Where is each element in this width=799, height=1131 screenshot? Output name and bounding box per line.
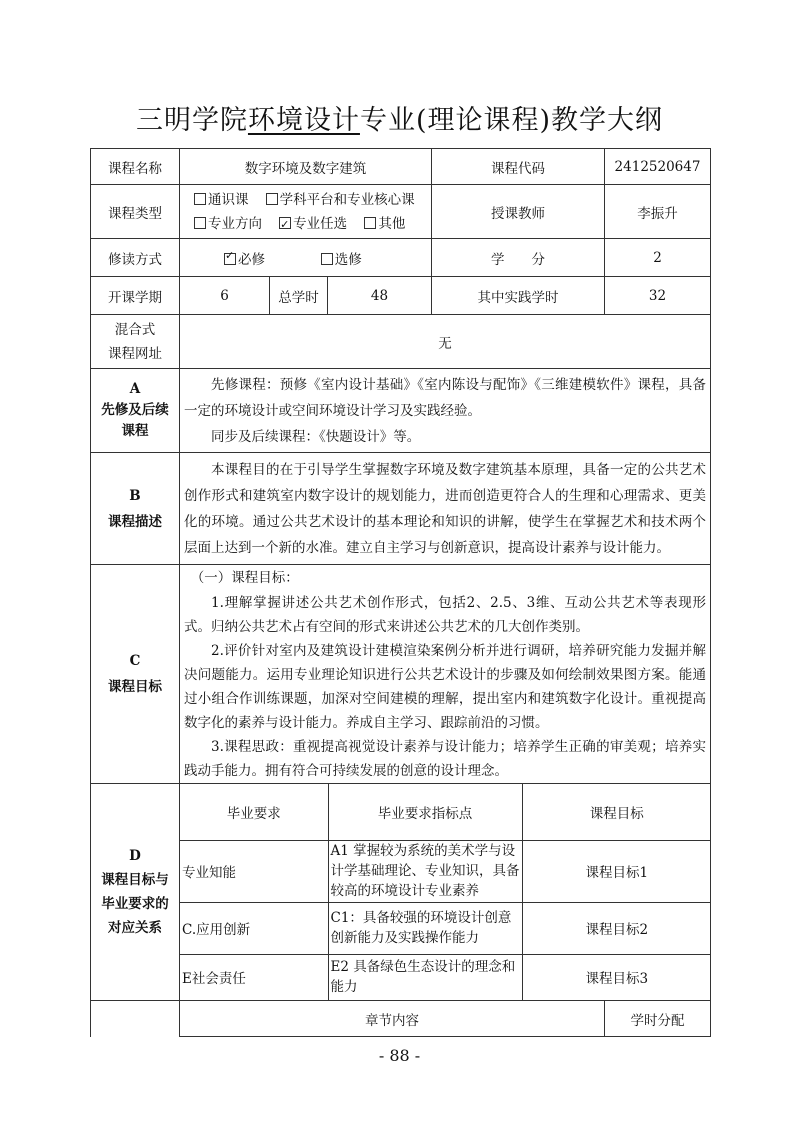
course-code: 2412520647: [605, 149, 711, 185]
option-optional: 选修: [334, 251, 362, 268]
course-name-label: 课程名称: [91, 149, 180, 185]
section-d-title-line3: 对应关系: [108, 920, 162, 936]
section-d-content: [180, 784, 711, 1001]
checkbox-required: [224, 253, 236, 265]
course-type-label: 课程类型: [91, 185, 180, 239]
mapping-header-goal: 课程目标: [522, 784, 711, 840]
checkbox-platform: [266, 193, 278, 205]
section-a-label: [91, 369, 180, 453]
course-type-options: [180, 185, 432, 239]
page-title: [0, 98, 799, 137]
objective-2-text: 2.评价针对室内及建筑设计建模渲染案例分析并进行调研，培养研究能力发掘并解决问题能力。运用专业理论知识进行公共艺术设计的步骤及如何绘制效果图方案。能通过小组合作训练课题，加深对空间建模的理解，提出室内和建筑数字化设计。重视提高数字化的素养与设计能力。养成自主学习、跟踪前沿的习惯。: [184, 643, 706, 731]
mapping-goal: 课程目标1: [522, 840, 711, 902]
practice-hours-label: 其中实践学时: [432, 277, 605, 315]
mapping-requirement: C.应用创新: [180, 902, 328, 954]
checkbox-optional: [321, 253, 333, 265]
option-platform: 学科平台和专业核心课: [279, 191, 415, 208]
teacher-label: 授课教师: [432, 185, 605, 239]
section-b-letter: B: [129, 487, 141, 504]
total-hours-value: 48: [328, 277, 432, 315]
course-url-label-line1: 混合式: [114, 321, 156, 338]
objective-3-text: 3.课程思政：重视提高视觉设计素养与设计能力；培养学生正确的审美观；培养实践动手能力。拥有符合可持续发展的创意的设计理念。: [184, 739, 706, 779]
page-number: - 88 -: [378, 1046, 421, 1065]
mapping-indicator: C1：具备较强的环境设计创意创新能力及实践操作能力: [328, 902, 522, 954]
mapping-requirement: 专业知能: [180, 840, 328, 902]
option-required: 必修: [238, 251, 265, 268]
section-a-title-line2: 课程: [121, 423, 149, 439]
section-d-label: [91, 784, 180, 1001]
section-b-content: [180, 453, 711, 565]
course-code-label: 课程代码: [432, 149, 605, 185]
title-suffix: 专业(理论课程)教学大纲: [359, 105, 664, 136]
course-url-label: [91, 315, 180, 369]
section-a-content: [180, 369, 711, 453]
term-label: 开课学期: [91, 277, 180, 315]
credit-value: 2: [605, 239, 711, 277]
mapping-goal: 课程目标3: [522, 954, 711, 1000]
option-elective: 专业任选: [293, 215, 348, 232]
checkbox-direction: [194, 217, 206, 229]
section-c-content: [180, 565, 711, 784]
course-name: 数字环境及数字建筑: [180, 149, 432, 185]
hours-allocation-header: 学时分配: [605, 1001, 711, 1037]
section-a-letter: A: [129, 381, 141, 397]
section-a-title-line1: 先修及后续: [101, 402, 169, 418]
mapping-header-requirement: 毕业要求: [180, 784, 328, 840]
section-d-title-line1: 课程目标与: [101, 872, 169, 888]
chapter-content-header: 章节内容: [180, 1001, 605, 1037]
section-c-letter: C: [129, 653, 141, 669]
option-other: 其他: [378, 215, 406, 232]
mapping-goal: 课程目标2: [522, 902, 711, 954]
practice-hours-value: 32: [605, 277, 711, 315]
option-direction: 专业方向: [208, 215, 262, 232]
title-prefix: 三明学院: [135, 105, 248, 136]
option-general: 通识课: [208, 191, 249, 208]
course-url-label-line2: 课程网址: [108, 345, 162, 362]
course-url-value: 无: [180, 315, 711, 369]
checkbox-general: [194, 193, 206, 205]
followup-text: 同步及后续课程：《快题设计》等。: [211, 428, 421, 445]
section-d-title-line2: 毕业要求的: [101, 896, 169, 912]
mapping-indicator: E2 具备绿色生态设计的理念和能力: [328, 954, 522, 1000]
study-mode-label: 修读方式: [91, 239, 180, 277]
course-description-text: 本课程目的在于引导学生掌握数字环境及数字建筑基本原理，具备一定的公共艺术创作形式和建筑室内数字设计的规划能力，进而创造更符合人的生理和心理需求、更美化的环境。通过公共艺术设计的基本理论和知识的讲解，使学生在掌握艺术和技术两个层面上达到一个新的水准。建立自主学习与创新意识，提高设计素养与设计能力。: [184, 461, 706, 556]
syllabus-table: [90, 148, 711, 1037]
objectives-heading: （一）课程目标：: [190, 570, 299, 586]
teacher-name: 李振升: [605, 185, 711, 239]
mapping-header-indicator: 毕业要求指标点: [328, 784, 522, 840]
section-d-letter: D: [129, 848, 141, 864]
checkbox-other: [364, 217, 376, 229]
mapping-indicator: A1 掌握较为系统的美术学与设计学基础理论、专业知识，具备较高的环境设计专业素养: [328, 840, 522, 902]
mapping-table: [180, 784, 711, 1000]
credit-label: 学 分: [432, 239, 605, 277]
section-b-title: 课程描述: [108, 513, 162, 530]
objective-1-text: 1.理解掌握讲述公共艺术创作形式，包括2、2.5、3维、互动公共艺术等表现形式。归纳公共艺术占有空间的形式来讲述公共艺术的几大创作类别。: [184, 595, 706, 635]
section-b-label: [91, 453, 180, 565]
title-major: 环境设计: [247, 105, 360, 136]
total-hours-label: 总学时: [270, 277, 328, 315]
mapping-requirement: E社会责任: [180, 954, 328, 1000]
term-value: 6: [180, 277, 270, 315]
chapter-row-spacer: [91, 1001, 180, 1037]
study-mode-options: [180, 239, 432, 277]
prerequisite-text: 先修课程：预修《室内设计基础》《室内陈设与配饰》《三维建模软件》课程，具备一定的环境设计或空间环境设计学习及实践经验。: [184, 376, 706, 419]
section-c-label: [91, 565, 180, 784]
checkbox-elective: [279, 217, 291, 229]
section-c-title: 课程目标: [108, 679, 162, 695]
